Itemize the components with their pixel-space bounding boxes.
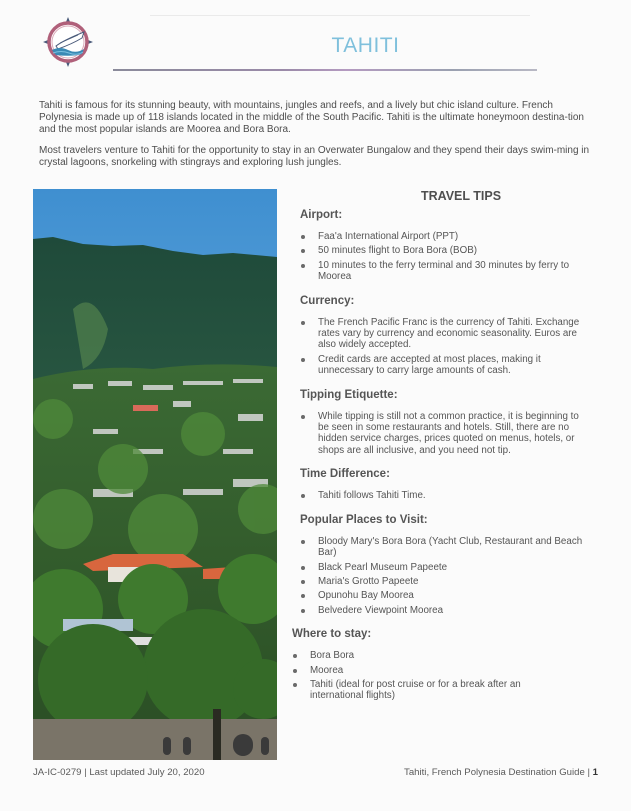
list-item-text: Faa'a International Airport (PPT) [318,231,459,242]
bullet-icon [301,358,305,362]
time-difference-list [298,490,598,501]
list-item [298,245,583,256]
bullet-icon [301,235,305,239]
list-item [298,231,583,242]
travel-tips-panel [292,186,598,714]
cruise-compass-logo-icon [42,16,94,68]
page-number: 1 [592,767,598,778]
footer-guide-name: Tahiti, French Polynesia Destination Guide | [404,767,593,778]
list-item [298,590,583,601]
bullet-icon [293,683,297,687]
bullet-icon [301,264,305,268]
section-title-where-to-stay: Where to stay: [292,628,372,641]
list-item [298,562,583,573]
bullet-icon [301,321,305,325]
footer-document-id: JA-IC-0279 | Last updated July 20, 2020 [33,767,205,778]
list-item-text: 50 minutes flight to Bora Bora (BOB) [318,245,477,257]
list-item [298,536,583,559]
list-item [298,605,583,616]
list-item [298,490,583,501]
tipping-list [298,411,598,457]
top-rule [150,15,530,16]
list-item-text: The French Pacific Franc is the currency of Tahiti. Exchange rates vary by currency and economic seasonality. Euros are also widely accepted. [318,316,580,351]
currency-list [298,317,598,377]
travel-tips-heading: TRAVEL TIPS [420,189,502,203]
list-item-text: Credit cards are accepted at most places, making it unnecessary to carry large amounts of cash. [318,353,541,377]
list-item-text: Bora Bora [310,650,355,662]
footer-guide-title [404,767,598,778]
list-item-text: Moorea [310,664,344,676]
bullet-icon [301,594,305,598]
list-item [298,576,583,587]
page-title: TAHITI [331,34,400,57]
bullet-icon [301,249,305,253]
list-item [298,411,583,457]
list-item [290,665,575,676]
bullet-icon [301,609,305,613]
list-item [298,260,583,283]
bullet-icon [293,669,297,673]
bullet-icon [301,494,305,498]
list-item [290,650,575,661]
intro-paragraph: Most travelers venture to Tahiti for the opportunity to stay in an Overwater Bungalow and they spend their days swim-ming in crystal lagoons, snorkeling with stingrays and exploring lush jungles. [39,144,590,168]
section-title-popular-places: Popular Places to Visit: [300,513,428,526]
bullet-icon [301,540,305,544]
section-title-currency: Currency: [300,294,355,307]
intro-section [39,100,599,177]
bullet-icon [301,415,305,419]
list-item [290,679,575,702]
bullet-icon [293,654,297,658]
bullet-icon [301,566,305,570]
list-item-text: Black Pearl Museum Papeete [318,561,448,573]
section-title-tipping: Tipping Etiquette: [300,388,398,401]
list-item-text: Tahiti (ideal for post cruise or for a break after an international flights) [310,678,521,702]
list-item-text: Tahiti follows Tahiti Time. [318,490,426,502]
tahiti-hillside-photo [33,189,277,760]
list-item-text: 10 minutes to the ferry terminal and 30 minutes by ferry to Moorea [318,259,570,283]
bullet-icon [301,580,305,584]
list-item-text: Bloody Mary's Bora Bora (Yacht Club, Restaurant and Beach Bar) [318,535,583,559]
list-item [298,354,583,377]
list-item [298,317,583,351]
title-underline [113,69,537,71]
list-item-text: Maria's Grotto Papeete [318,575,419,587]
list-item-text: Belvedere Viewpoint Moorea [318,604,444,616]
intro-paragraph: Tahiti is famous for its stunning beauty, with mountains, jungles and reefs, and a lively but chic island culture. French Polynesia is made up of 118 islands located in the middle of the South Pacific. Tahiti is the ultimate honeymoon destina-tion and the most popular islands are Moorea and Bora Bora. [39,100,584,136]
section-title-time-difference: Time Difference: [300,468,390,481]
popular-places-list [298,536,598,616]
where-to-stay-list [290,650,598,702]
list-item-text: While tipping is still not a common practice, it is beginning to be seen in some restaurants and hotels. Still, there are no hidden service charges, prices quoted on menus, hotels, or shops are all inclusive, and you need not tip. [318,410,579,456]
list-item-text: Opunohu Bay Moorea [318,590,414,602]
section-title-airport: Airport: [300,209,343,221]
airport-list [298,231,598,283]
